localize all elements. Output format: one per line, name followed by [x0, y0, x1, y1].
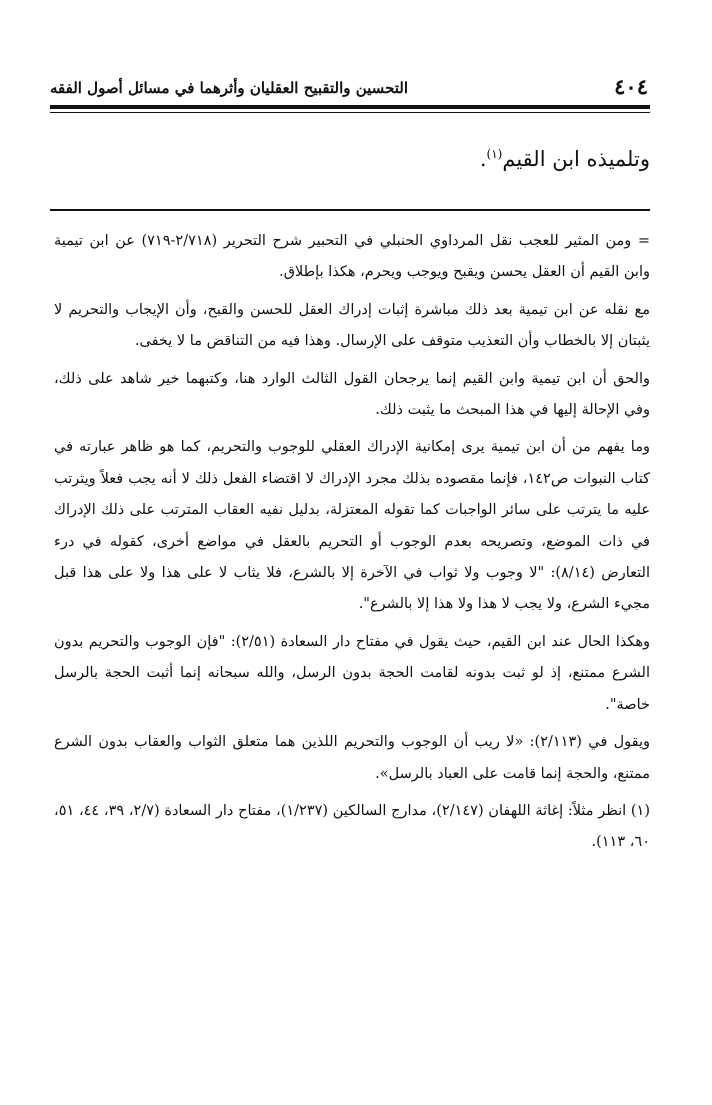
running-title: التحسين والتقبيح العقليان وأثرهما في مسائل أصول الفقه [50, 79, 409, 97]
page-header [50, 74, 648, 100]
header-rule-thin [50, 112, 650, 113]
page-number: ٤٠٤ [614, 74, 648, 99]
footnote-paragraph: = ومن المثير للعجب نقل المرداوي الحنبلي في التحبير شرح التحرير (٢/٧١٨-٧١٩) عن ابن تيمية وابن القيم أن العقل يحسن ويقبح ويوجب ويحرم، هكذا بإطلاق. [54, 233, 650, 281]
footnote-paragraph: مع نقله عن ابن تيمية بعد ذلك مباشرة إثبات إدراك العقل للحسن والقبح، وأن الإيجاب والتحريم لا يثبتان إلا بالخطاب وأن التعذيب متوقف على الإرسال. وهذا فيه من التناقض ما لا يخفى. [54, 301, 650, 350]
main-text-end: . [479, 147, 487, 171]
footnote-paragraph: وهكذا الحال عند ابن القيم، حيث يقول في مفتاح دار السعادة (٢/٥١): "فإن الوجوب والتحريم بدون الشرع ممتنع، إذ لو ثبت بدونه لقامت الحجة بدون الرسل، والله سبحانه إنما أثبت الحجة بالرسل خاصة". [54, 633, 650, 713]
footnote-separator [50, 209, 650, 211]
main-text-line [480, 144, 650, 174]
header-rule-thick [50, 105, 650, 109]
footnote-paragraph: وما يفهم من أن ابن تيمية يرى إمكانية الإدراك العقلي للوجوب والتحريم، كما هو ظاهر عبارته في كتاب النبوات ص١٤٢، فإنما مقصوده بذلك مجرد الإدراك لا اقتضاء الفعل ذلك لا أنه يجب فعلاً ويترتب عليه ما يترتب على سائر الواجبات كما تقوله المعتزلة، بدليل نفيه العقاب المترتب على ذلك الإدراك في ذات الموضع، وتصريحه بعدم الوجوب أو التحريم بالعقل في مواضع أخرى، كقوله في درء التعارض (٨/١٤): "لا وجوب ولا ثواب في الآخرة إلا بالشرع، فلا يثاب لا على هذا ولا على هذا قبل مجيء الشرع، ولا يجب لا هذا ولا هذا إلا بالشرع". [54, 439, 650, 613]
footnote-paragraph: والحق أن ابن تيمية وابن القيم إنما يرجحان القول الثالث الوارد هنا، وكتبهما خير شاهد على ذلك، وفي الإحالة إليها في هذا المبحث ما يثبت ذلك. [54, 370, 650, 419]
footnotes-block [54, 226, 650, 859]
footnote-reference: (١) [486, 147, 503, 161]
main-text: وتلميذه ابن القيم [502, 147, 650, 171]
footnote-paragraph: ويقول في (٢/١١٣): «لا ريب أن الوجوب والتحريم اللذين هما متعلق الثواب والعقاب بدون الشرع ممتنع، والحجة إنما قامت على العباد بالرسل». [54, 734, 651, 782]
footnote-1: (١) انظر مثلاً: إغاثة اللهفان (٢/١٤٧)، مدارج السالكين (١/٢٣٧)، مفتاح دار السعادة (٢/٧، ٣٩، ٤٤، ٥١، ٦٠، ١١٣). [54, 802, 650, 851]
